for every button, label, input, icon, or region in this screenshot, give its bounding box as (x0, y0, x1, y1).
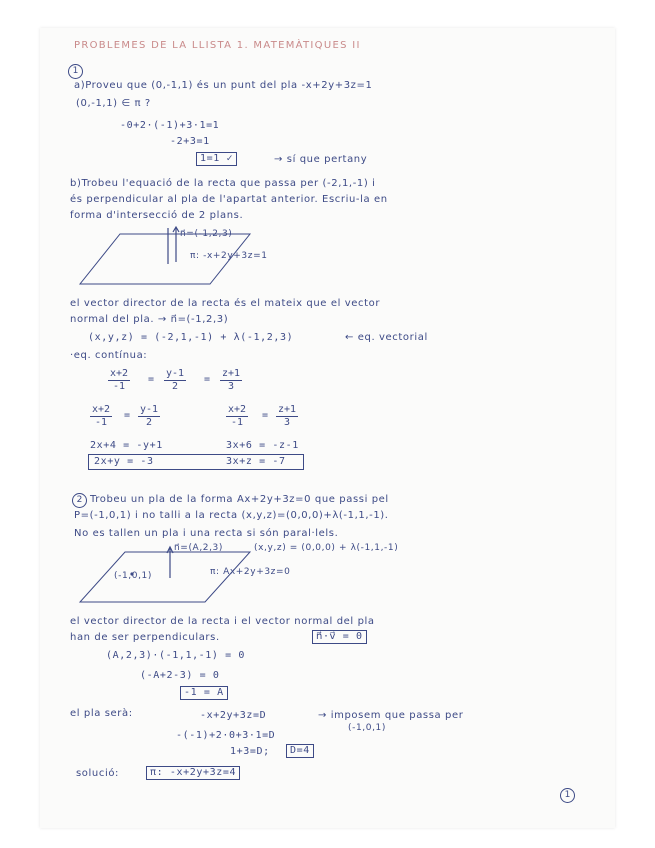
p1-final-left: 2x+y = -3 (94, 456, 154, 467)
p1-equals-2: = (204, 374, 211, 385)
notebook-page (40, 28, 615, 828)
p1-frac-z: $\frac{z+1}{3}$ (222, 368, 241, 392)
p2-solution: π: -x+2y+3z=4 (146, 766, 240, 780)
p2-diagram-plane: π: Ax+2y+3z=0 (210, 567, 291, 577)
p1-frac-d: $\frac{z+1}{3}$ (278, 404, 297, 428)
p2-statement-3: No es tallen un pla i una recta si són paral·lels. (74, 528, 339, 539)
p2-statement-1: Trobeu un pla de la forma Ax+2y+3z=0 que passi pel (90, 494, 389, 505)
problem-2-number: 2 (72, 493, 87, 508)
page-title: PROBLEMES DE LA LLISTA 1. MATEMÀTIQUES II (74, 40, 361, 51)
p1-vectorial: (x,y,z) = (-2,1,-1) + λ(-1,2,3) (88, 332, 294, 343)
p1-a-conclusion: → sí que pertany (274, 154, 368, 165)
p2-statement-2: P=(-1,0,1) i no talli a la recta (x,y,z)=(0,0,0)+λ(-1,1,-1). (74, 510, 389, 521)
p2-diagram-normal: n⃗=(A,2,3) (174, 543, 223, 553)
p1-eq-right: 3x+6 = -z-1 (226, 440, 299, 451)
p1-diagram-plane: π: -x+2y+3z=1 (190, 251, 268, 261)
p2-d-value: D=4 (286, 744, 314, 758)
p2-impose-point: (-1,0,1) (348, 723, 386, 733)
p1-frac-y: $\frac{y-1}{2}$ (166, 368, 185, 392)
p1-a-result: 1=1 ✓ (196, 152, 237, 166)
p1-continua-label: ·eq. contínua: (70, 350, 148, 361)
p2-plane-label: el pla serà: (70, 708, 133, 719)
p2-text-1: el vector director de la recta i el vector normal del pla (70, 616, 375, 627)
p1-text-2: normal del pla. → n⃗=(-1,2,3) (70, 314, 229, 325)
p2-impose: → imposem que passa per (318, 710, 464, 721)
p2-step1: (A,2,3)·(-1,1,-1) = 0 (106, 650, 246, 661)
p2-plane-eq: -x+2y+3z=D (200, 710, 267, 721)
p1-frac-x: $\frac{x+2}{-1}$ (110, 368, 129, 392)
p1-b-statement-1: b)Trobeu l'equació de la recta que passa per (-2,1,-1) i (70, 178, 376, 189)
p2-solution-label: solució: (76, 768, 120, 779)
p2-diagram-point: (-1,0,1) (114, 571, 152, 581)
p2-diagram-line: (x,y,z) = (0,0,0) + λ(-1,1,-1) (254, 543, 399, 553)
page-number: 1 (560, 788, 575, 803)
p1-b-statement-2: és perpendicular al pla de l'apartat anterior. Escriu-la en (70, 194, 388, 205)
p1-final-right: 3x+z = -7 (226, 456, 286, 467)
p1-a-step2: -2+3=1 (170, 136, 210, 147)
p2-sub1: -(-1)+2·0+3·1=D (176, 730, 276, 741)
p1-a-statement: a)Proveu que (0,-1,1) és un punt del pla -x+2y+3z=1 (74, 80, 373, 91)
p1-eq-left: 2x+4 = -y+1 (90, 440, 163, 451)
p1-equals-1: = (148, 374, 155, 385)
p2-text-2: han de ser perpendiculars. (70, 632, 220, 643)
p1-frac-a: $\frac{x+2}{-1}$ (92, 404, 111, 428)
p1-frac-c: $\frac{x+2}{-1}$ (228, 404, 247, 428)
p1-equals-3: = (124, 410, 131, 421)
p1-frac-b: $\frac{y-1}{2}$ (140, 404, 159, 428)
p1-a-question: (0,-1,1) ∈ π ? (76, 98, 151, 109)
problem-1-number: 1 (68, 64, 83, 79)
p2-a-value: -1 = A (180, 686, 228, 700)
p2-sub2: 1+3=D; (230, 746, 270, 757)
p2-dot-condition: n⃗·v⃗ = 0 (312, 630, 367, 644)
p1-b-statement-3: forma d'intersecció de 2 plans. (70, 210, 244, 221)
p1-equals-4: = (262, 410, 269, 421)
p1-a-step1: -0+2·(-1)+3·1=1 (120, 120, 220, 131)
p2-step2: (-A+2-3) = 0 (140, 670, 220, 681)
p1-diagram-normal: n⃗=(-1,2,3) (180, 229, 233, 239)
p1-vectorial-label: ← eq. vectorial (345, 332, 428, 343)
p1-text-1: el vector director de la recta és el mateix que el vector (70, 298, 381, 309)
